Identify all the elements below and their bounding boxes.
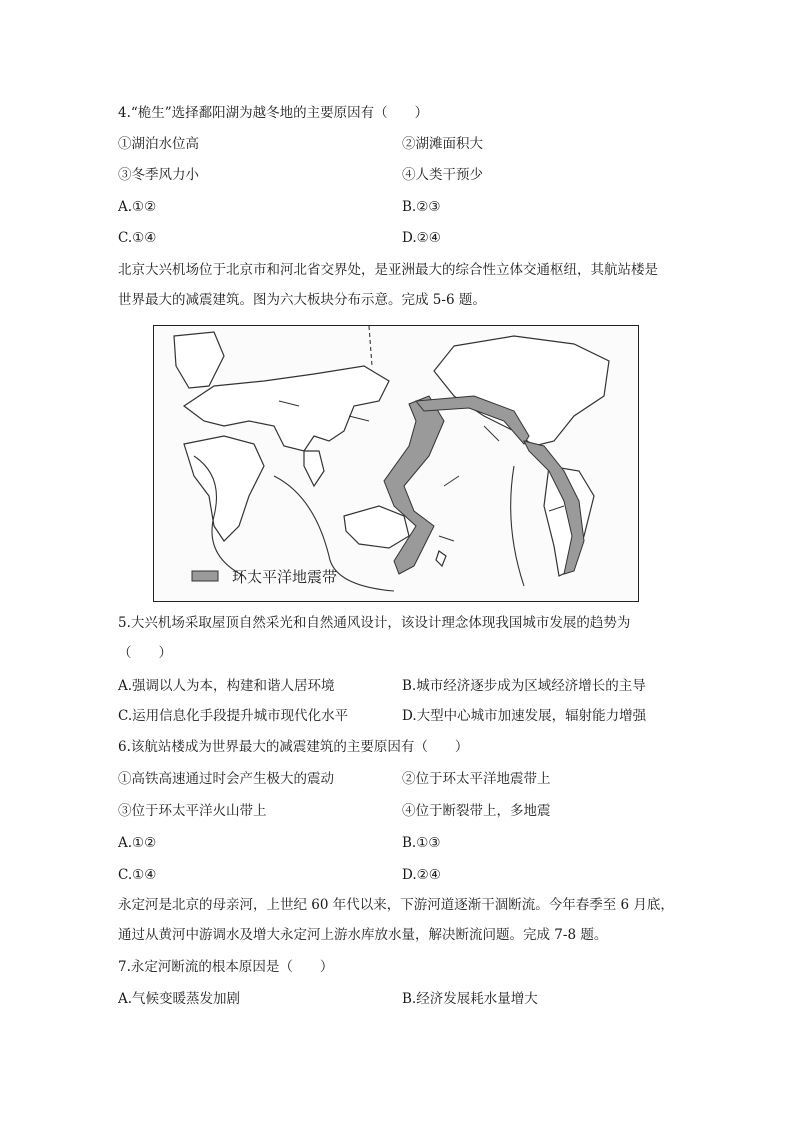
question-5-stem-line-1: 5.大兴机场采取屋顶自然采光和自然通风设计，该设计理念体现我国城市发展的趋势为 [118,615,631,631]
q6-item-2: ②位于环太平洋地震带上 [402,771,551,787]
passage-1-line-1: 北京大兴机场位于北京市和河北省交界处，是亚洲最大的综合性立体交通枢纽，其航站楼是 [118,262,658,278]
landmass-australia [344,506,409,548]
passage-1-line-2: 世界最大的减震建筑。图为六大板块分布示意。完成 5-6 题。 [118,292,486,308]
plate-arrow-4 [444,476,459,486]
question-4-stem: 4.“桅生”选择鄱阳湖为越冬地的主要原因有（ ） [118,105,429,121]
legend-swatch [192,571,218,581]
legend-label: 环太平洋地震带 [232,568,338,586]
q4-option-b: B.②③ [402,199,441,215]
q6-item-3: ③位于环太平洋火山带上 [118,803,267,819]
plate-boundary-pacific-east [511,466,524,586]
q4-item-4: ④人类干预少 [402,167,483,183]
q6-option-c: C.①④ [118,867,157,883]
q4-item-1: ①湖泊水位高 [118,136,199,152]
question-6-stem: 6.该航站楼成为世界最大的减震建筑的主要原因有（ ） [118,739,469,755]
q5-option-b: B.城市经济逐步成为区域经济增长的主导 [402,678,646,694]
q6-option-b: B.①③ [402,835,441,851]
q4-item-3: ③冬季风力小 [118,167,199,183]
q4-option-c: C.①④ [118,230,157,246]
question-5-stem-line-2: （ ） [118,645,172,661]
q7-option-a: A.气候变暖蒸发加剧 [118,991,241,1007]
q6-option-a: A.①② [118,835,157,851]
q6-item-4: ④位于断裂带上，多地震 [402,803,551,819]
plate-arrow-2 [349,416,369,421]
q7-option-b: B.经济发展耗水量增大 [402,991,538,1007]
passage-2-line-2: 通过从黄河中游调水及增大永定河上游水库放水量，解决断流问题。完成 7-8 题。 [118,927,608,943]
landmass-new-zealand [436,551,446,566]
plate-map-svg [154,326,638,601]
question-7-stem: 7.永定河断流的根本原因是（ ） [118,959,334,975]
q4-item-2: ②湖滩面积大 [402,136,483,152]
seismic-belt-west [384,396,444,574]
passage-2-line-1: 永定河是北京的母亲河，上世纪 60 年代以来，下游河道逐渐干涸断流。今年春季至 6 月底， [118,897,674,913]
q4-option-a: A.①② [118,199,157,215]
plate-arrow-3 [484,426,499,441]
plate-arrow-5 [439,536,454,541]
landmass-africa [184,436,264,541]
landmass-south-asia [304,451,324,486]
plate-map-figure [153,325,639,602]
plate-boundary-date-line [369,326,372,366]
landmass-greenland [174,332,224,388]
q5-option-d: D.大型中心城市加速发展，辐射能力增强 [402,708,647,724]
q6-option-d: D.②④ [402,867,441,883]
q6-item-1: ①高铁高速通过时会产生极大的震动 [118,771,334,787]
q4-option-d: D.②④ [402,230,441,246]
q5-option-a: A.强调以人为本，构建和谐人居环境 [118,678,335,694]
q5-option-c: C.运用信息化手段提升城市现代化水平 [118,708,349,724]
